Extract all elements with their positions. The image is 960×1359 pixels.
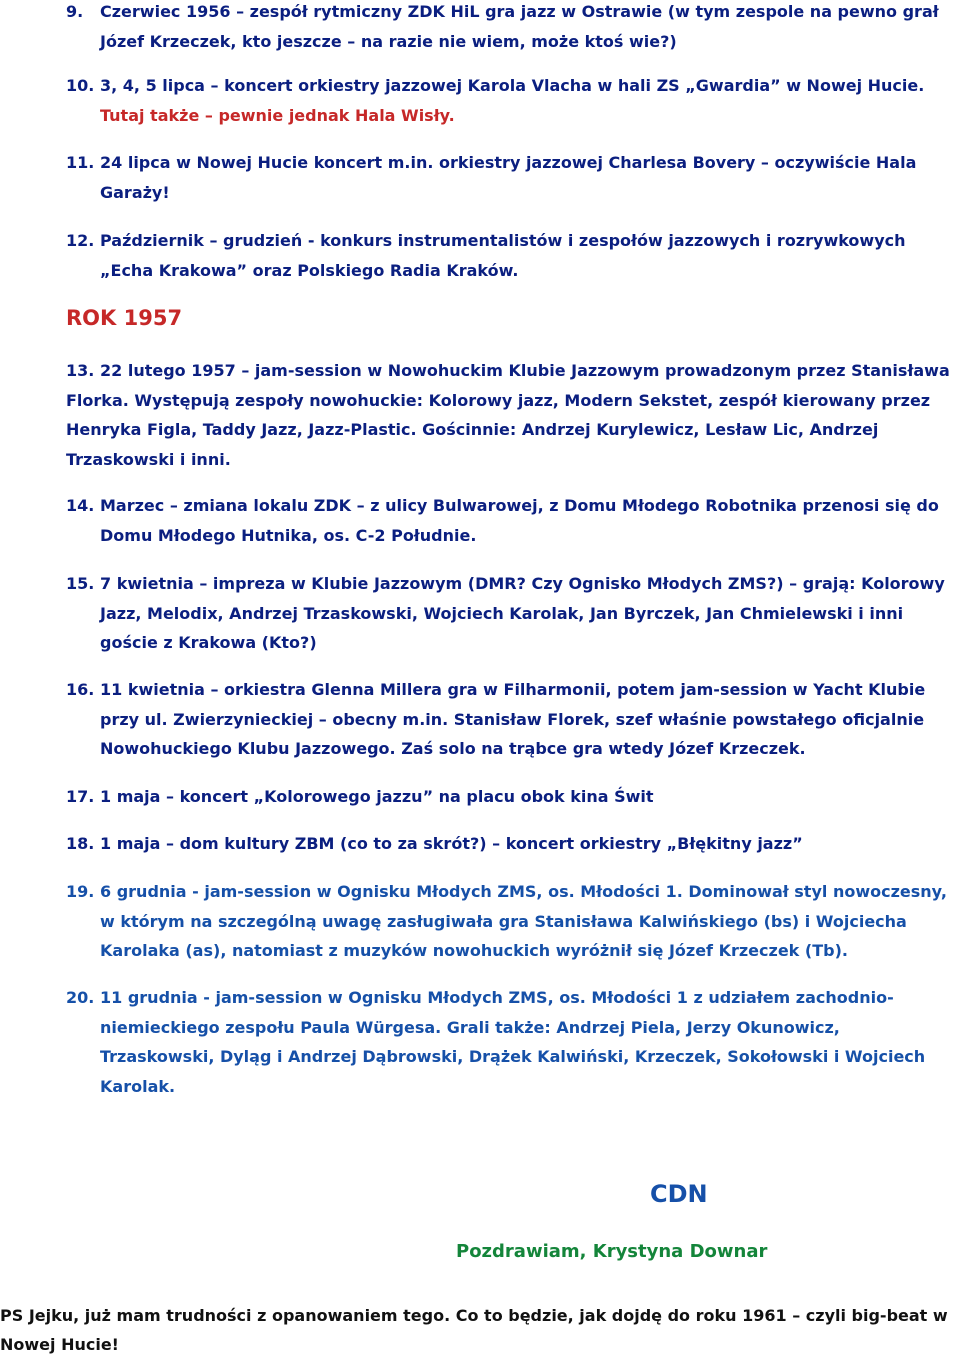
item-text: 24 lipca w Nowej Hucie koncert m.in. orkiestry jazzowej Charlesa Bovery – oczywiście Hala Garaży! bbox=[100, 153, 917, 202]
item-number: 17. bbox=[66, 787, 95, 806]
item-number: 20. bbox=[66, 988, 95, 1007]
item-number: 11. bbox=[66, 153, 95, 172]
item-number: 18. bbox=[66, 834, 95, 853]
item-number: 10. bbox=[66, 76, 95, 95]
item-text: 7 kwietnia – impreza w Klubie Jazzowym (DMR? Czy Ognisko Młodych ZMS?) – grają: Kolorowy Jazz, Melodix, Andrzej Trzaskowski, Wojciech Karolak, Jan Byrczek, Jan Chmielewski i inni goście z Krakowa (Kto?) bbox=[100, 574, 945, 652]
item-text: 1 maja – koncert „Kolorowego jazzu” na placu obok kina Świt bbox=[100, 787, 654, 806]
list-item-10 bbox=[66, 71, 958, 130]
list-item-17 bbox=[66, 782, 958, 812]
list-item-13 bbox=[66, 356, 958, 474]
list-item-12 bbox=[66, 226, 958, 285]
list-item-16 bbox=[66, 675, 958, 764]
item-text: Październik – grudzień - konkurs instrumentalistów i zespołów jazzowych i rozrywkowych „Echa Krakowa” oraz Polskiego Radia Kraków. bbox=[100, 231, 906, 280]
year-heading: ROK 1957 bbox=[66, 306, 183, 330]
item-text: 11 grudnia - jam-session w Ognisku Młodych ZMS, os. Młodości 1 z udziałem zachodnio-niemieckiego zespołu Paula Würgesa. Grali także: Andrzej Piela, Jerzy Okunowicz, Trzaskowski, Dyląg i Andrzej Dąbrowski, Drążek Kalwiński, Krzeczek, Sokołowski i Wojciech Karolak. bbox=[100, 988, 926, 1096]
list-item-20 bbox=[66, 983, 958, 1101]
item-number: 19. bbox=[66, 882, 95, 901]
list-item-18 bbox=[66, 829, 958, 859]
list-item-19 bbox=[66, 877, 958, 966]
list-item-14 bbox=[66, 491, 958, 550]
list-item-15 bbox=[66, 569, 958, 658]
item-number: 15. bbox=[66, 574, 95, 593]
item-text: Czerwiec 1956 – zespół rytmiczny ZDK HiL gra jazz w Ostrawie (w tym zespole na pewno grał Józef Krzeczek, kto jeszcze – na razie nie wiem, może ktoś wie?) bbox=[100, 2, 939, 51]
item-text: 3, 4, 5 lipca – koncert orkiestry jazzowej Karola Vlacha w hali ZS „Gwardia” w Nowej Hucie. bbox=[100, 76, 925, 95]
item-number: 9. bbox=[66, 2, 84, 21]
item-text: 22 lutego 1957 – jam-session w Nowohuckim Klubie Jazzowym prowadzonym przez Stanisława Florka. Występują zespoły nowohuckie: Kolorowy jazz, Modern Sekstet, zespół kierowany przez Henryka Figla, Taddy Jazz, Jazz-Plastic. Gościnnie: Andrzej Kurylewicz, Lesław Lic, Andrzej Trzaskowski i inni. bbox=[66, 361, 950, 469]
item-text: Marzec – zmiana lokalu ZDK – z ulicy Bulwarowej, z Domu Młodego Robotnika przenosi się do Domu Młodego Hutnika, os. C-2 Południe. bbox=[100, 496, 939, 545]
postscript: PS Jejku, już mam trudności z opanowaniem tego. Co to będzie, jak dojdę do roku 1961 – czyli big-beat w Nowej Hucie! bbox=[0, 1306, 948, 1354]
item-number: 12. bbox=[66, 231, 95, 250]
item-text: 6 grudnia - jam-session w Ognisku Młodych ZMS, os. Młodości 1. Dominował styl nowoczesny, w którym na szczególną uwagę zasługiwała gra Stanisława Kalwińskiego (bs) i Wojciecha Karolaka (as), natomiast z muzyków nowohuckich wyróżnił się Józef Krzeczek (Tb). bbox=[100, 882, 947, 960]
list-item-11 bbox=[66, 148, 958, 207]
signature-greeting: Pozdrawiam, Krystyna Downar bbox=[456, 1241, 768, 1262]
item-note: Tutaj także – pewnie jednak Hala Wisły. bbox=[100, 105, 455, 125]
item-number: 13. bbox=[66, 361, 95, 380]
item-text: 11 kwietnia – orkiestra Glenna Millera gra w Filharmonii, potem jam-session w Yacht Klubie przy ul. Zwierzynieckiej – obecny m.in. Stanisław Florek, szef właśnie powstałego oficjalnie Nowohuckiego Klubu Jazzowego. Zaś solo na trąbce gra wtedy Józef Krzeczek. bbox=[100, 680, 926, 758]
item-number: 16. bbox=[66, 680, 95, 699]
item-text: 1 maja – dom kultury ZBM (co to za skrót?) – koncert orkiestry „Błękitny jazz” bbox=[100, 834, 803, 853]
list-item-9 bbox=[66, 0, 958, 56]
item-number: 14. bbox=[66, 496, 95, 515]
signature-initials: CDN bbox=[650, 1180, 708, 1208]
